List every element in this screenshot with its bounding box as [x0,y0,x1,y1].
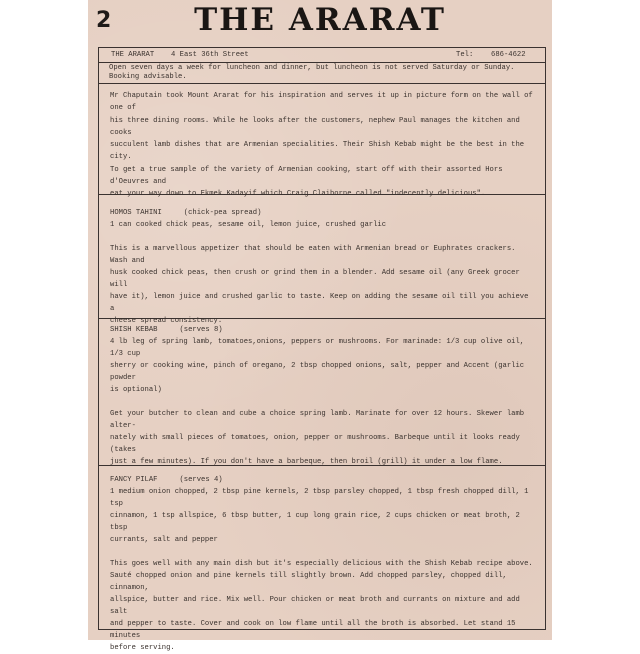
method-line: husk cooked chick peas, then crush or grind them in a blender. Add sesame oil (any Greek grocer will [110,269,520,289]
method-line: cheese spread consistency. [110,317,223,325]
ingredients-line: 4 lb leg of spring lamb, tomatoes,onions, peppers or mushrooms. For marinade: 1/3 cup olive oil, 1/3 cup [110,338,525,358]
method-line: Get your butcher to clean and cube a choice spring lamb. Marinate for over 12 hours. Skewer lamb alter- [110,410,525,430]
ingredients-line: is optional) [110,386,162,394]
method-line: and pepper to taste. Cover and cook on low flame until all the broth is absorbed. Let stand 15 minutes [110,620,516,640]
page-number: 2 [96,8,112,33]
recipe-shish-kebab [99,319,545,466]
tel-label: Tel: [456,51,474,59]
intro-section [99,84,545,199]
recipe-fancy-pilaf [99,466,545,652]
method-line: This goes well with any main dish but it's especially delicious with the Shish Kebab recipe above. [110,560,533,568]
recipe-title: FANCY PILAF [110,476,158,484]
recipe-subtitle: (serves 8) [179,326,223,334]
recipe-title-line [110,207,534,219]
method-line: Sauté chopped onion and pine kernels till slightly brown. Add chopped parsley, chopped dill, cinnamon, [110,572,507,592]
intro-line: succulent lamb dishes that are Armenian specialities. Their Shish Kebab might be the best in the city. [110,141,525,162]
recipe-title-line [110,474,534,486]
recipe-title-line [110,324,534,336]
ingredients-line: cinnamon, 1 tsp allspice, 6 tbsp butter, 1 cup long grain rice, 2 cups chicken or meat broth, 2 tbsp [110,512,520,532]
recipe-title: SHISH KEBAB [110,326,158,334]
ingredients-line: 1 can cooked chick peas, sesame oil, lemon juice, crushed garlic [110,221,387,229]
method-line: This is a marvellous appetizer that should be eaten with Armenian bread or Euphrates crackers. Wash and [110,245,516,265]
restaurant-name: THE ARARAT [111,51,155,59]
ingredients-line: sherry or cooking wine, pinch of oregano, 2 tbsp chopped onions, salt, pepper and Accent (garlic powder [110,362,525,382]
method-line: allspice, butter and rice. Mix well. Pour chicken or meat broth and currants on mixture and add salt [110,596,520,616]
method-line: just a few minutes). If you don't have a barbeque, then broil (grill) it under a low flame. [110,458,503,466]
recipe-subtitle: (chick-pea spread) [183,209,262,217]
intro-line: To get a true sample of the variety of Armenian cooking, start off with their assorted Hors d'Oeuvres and [110,165,503,187]
intro-line: Mr Chaputain took Mount Ararat for his inspiration and serves it up in picture form on the wall of one of [110,92,533,113]
method-line: before serving. [110,644,175,652]
masthead-title: THE ARARAT [194,2,446,38]
opening-hours: Open seven days a week for luncheon and dinner, but luncheon is not served Saturday or Sunday. Booking advisable. [99,63,545,84]
method-line: have it), lemon juice and crushed garlic to taste. Keep on adding the sesame oil till you achieve a [110,293,529,313]
restaurant-card [98,47,546,652]
restaurant-address: 4 East 36th Street [171,51,249,59]
ingredients-line: currants, salt and pepper [110,536,218,544]
recipe-homos-tahini [99,195,545,325]
intro-line: his three dining rooms. While he looks after the customers, nephew Paul manages the kitchen and cooks [110,116,520,137]
tel-number: 686-4622 [491,51,526,59]
intro-line: eat your way down to Ekmek Kadayif which Craig Claiborne called "indecently delicious". [110,190,486,199]
recipe-subtitle: (serves 4) [179,476,223,484]
recipe-title: HOMOS TAHINI [110,209,162,217]
method-line: nately with small pieces of tomatoes, onion, pepper or mushrooms. Barbeque until it looks ready (takes [110,434,520,454]
ingredients-line: 1 medium onion chopped, 2 tbsp pine kernels, 2 tbsp parsley chopped, 1 tbsp fresh chopped dill, 1 tsp [110,488,529,508]
header-row [99,48,545,63]
